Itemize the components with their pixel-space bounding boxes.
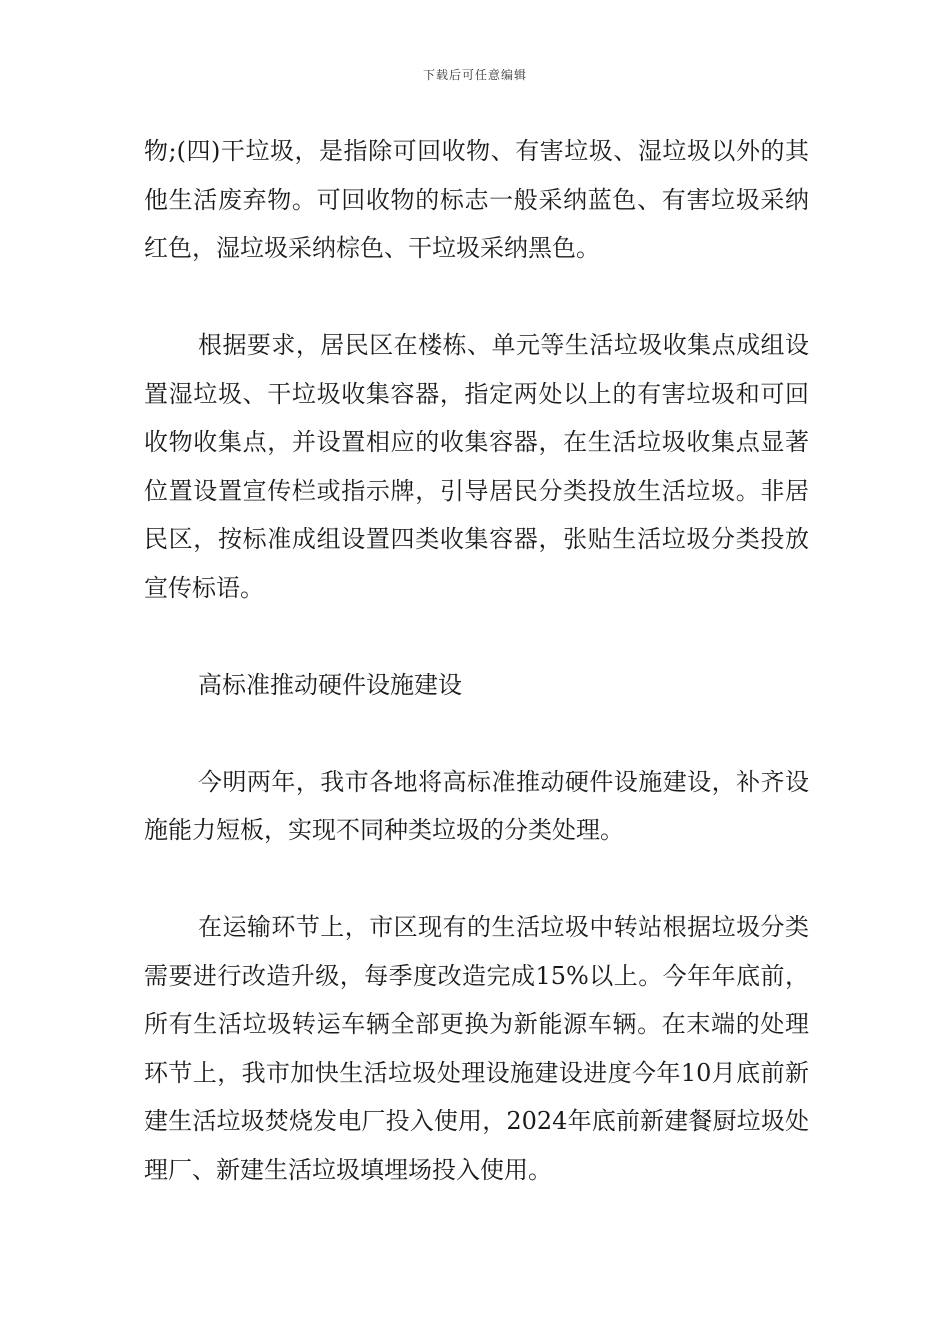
paragraph-gap	[144, 855, 809, 904]
page-header: 下载后可任意编辑	[422, 68, 527, 82]
paragraph-residential-requirements: 根据要求，居民区在楼栋、单元等生活垃圾收集点成组设置湿垃圾、干垃圾收集容器，指定两处以上的有害垃圾和可回收物收集点，并设置相应的收集容器，在生活垃圾收集点显著位置设置宣传栏或指示牌，引导居民分类投放生活垃圾。非居民区，按标准成组设置四类收集容器，张贴生活垃圾分类投放宣传标语。	[144, 331, 809, 602]
document-body	[144, 127, 809, 1194]
paragraph-gap	[144, 273, 809, 322]
paragraph-gap	[144, 612, 809, 661]
paragraph-transport-processing: 在运输环节上，市区现有的生活垃圾中转站根据垃圾分类需要进行改造升级，每季度改造完成15%以上。今年年底前，所有生活垃圾转运车辆全部更换为新能源车辆。在末端的处理环节上，我市加快生活垃圾处理设施建设进度今年10月底前新建生活垃圾焚烧发电厂投入使用，2024年底前新建餐厨垃圾处理厂、新建生活垃圾填埋场投入使用。	[144, 913, 809, 1184]
paragraph-gap	[144, 709, 809, 758]
paragraph-waste-categories: 物;(四)干垃圾，是指除可回收物、有害垃圾、湿垃圾以外的其他生活废弃物。可回收物的标志一般采纳蓝色、有害垃圾采纳红色，湿垃圾采纳棕色、干垃圾采纳黑色。	[144, 137, 809, 262]
section-heading: 高标准推动硬件设施建设	[198, 670, 462, 699]
paragraph-infrastructure-plan: 今明两年，我市各地将高标准推动硬件设施建设，补齐设施能力短板，实现不同种类垃圾的分类处理。	[144, 767, 809, 844]
